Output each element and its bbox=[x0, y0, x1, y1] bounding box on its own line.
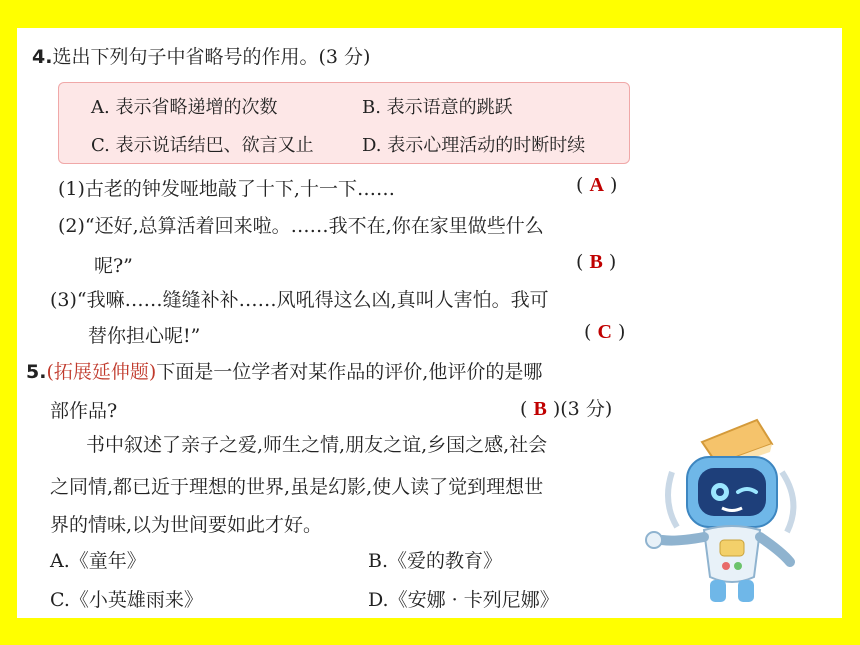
paren-close: ) bbox=[609, 174, 618, 196]
q4-item-2-answer-slot bbox=[576, 251, 616, 274]
q4-item-3-label: (3) bbox=[50, 289, 77, 311]
q4-item-2-text-line2: 呢?” bbox=[94, 255, 133, 277]
q4-item-2-text-line1: “还好,总算活着回来啦。……我不在,你在家里做些什么 bbox=[84, 215, 544, 237]
paren-open: ( bbox=[520, 398, 528, 420]
q5-choice-a: A.《童年》 bbox=[50, 550, 146, 572]
q4-option-a: A. 表示省略递增的次数 bbox=[91, 97, 278, 118]
q5-passage-line2: 之同情,都已近于理想的世界,虽是幻影,使人读了觉到理想世 bbox=[50, 476, 544, 498]
q5-choice-c: C.《小英雄雨来》 bbox=[50, 589, 203, 611]
paren-close: ) bbox=[617, 321, 626, 343]
q4-option-c: C. 表示说话结巴、欲言又止 bbox=[91, 135, 314, 156]
paren-close: ) bbox=[608, 251, 617, 273]
q4-header bbox=[32, 42, 370, 69]
q4-item-2-label: (2) bbox=[58, 215, 85, 237]
paren-open: ( bbox=[576, 174, 584, 196]
q4-item-3-text-line2: 替你担心呢!” bbox=[88, 325, 201, 347]
q5-choice-b: B.《爱的教育》 bbox=[368, 550, 503, 572]
q5-prompt-line2: 部作品? bbox=[50, 400, 118, 422]
q4-item-1-answer: A bbox=[589, 174, 604, 196]
q4-option-b: B. 表示语意的跳跃 bbox=[362, 97, 513, 118]
q4-options-box bbox=[58, 82, 630, 164]
paren-open: ( bbox=[584, 321, 592, 343]
q5-answer-slot bbox=[520, 394, 612, 421]
q4-prompt: 选出下列句子中省略号的作用。(3 分) bbox=[52, 46, 371, 68]
q5-passage-line3: 界的情味,以为世间要如此才好。 bbox=[50, 514, 323, 536]
q5-tag: (拓展延伸题) bbox=[46, 361, 157, 383]
q5-choice-d: D.《安娜 · 卡列尼娜》 bbox=[368, 589, 559, 611]
q4-item-3-text-line1: “我嘛……缝缝补补……风吼得这么凶,真叫人害怕。我可 bbox=[76, 289, 549, 311]
q4-item-2 bbox=[58, 211, 544, 238]
q5-prompt-line1: 下面是一位学者对某作品的评价,他评价的是哪 bbox=[156, 361, 543, 383]
q5-points: )(3 分) bbox=[552, 398, 613, 420]
q5-passage-line1: 书中叙述了亲子之爱,师生之情,朋友之谊,乡国之感,社会 bbox=[86, 434, 548, 456]
q5-header bbox=[26, 357, 542, 384]
q4-item-3-answer-slot bbox=[584, 321, 625, 344]
q4-item-3 bbox=[50, 285, 549, 312]
q4-option-d: D. 表示心理活动的时断时续 bbox=[362, 135, 586, 156]
q4-item-1-answer-slot bbox=[576, 174, 617, 197]
robot-mascot-icon bbox=[632, 412, 832, 612]
q4-item-2-answer: B bbox=[589, 251, 603, 273]
q5-answer: B bbox=[533, 398, 547, 420]
q4-item-1-text: 古老的钟发哑地敲了十下,十一下…… bbox=[84, 178, 395, 200]
q5-number: 5. bbox=[26, 361, 47, 383]
q4-item-1 bbox=[58, 174, 395, 201]
q4-item-3-answer: C bbox=[597, 321, 612, 343]
q4-item-1-label: (1) bbox=[58, 178, 85, 200]
q4-number: 4. bbox=[32, 46, 53, 68]
paren-open: ( bbox=[576, 251, 584, 273]
